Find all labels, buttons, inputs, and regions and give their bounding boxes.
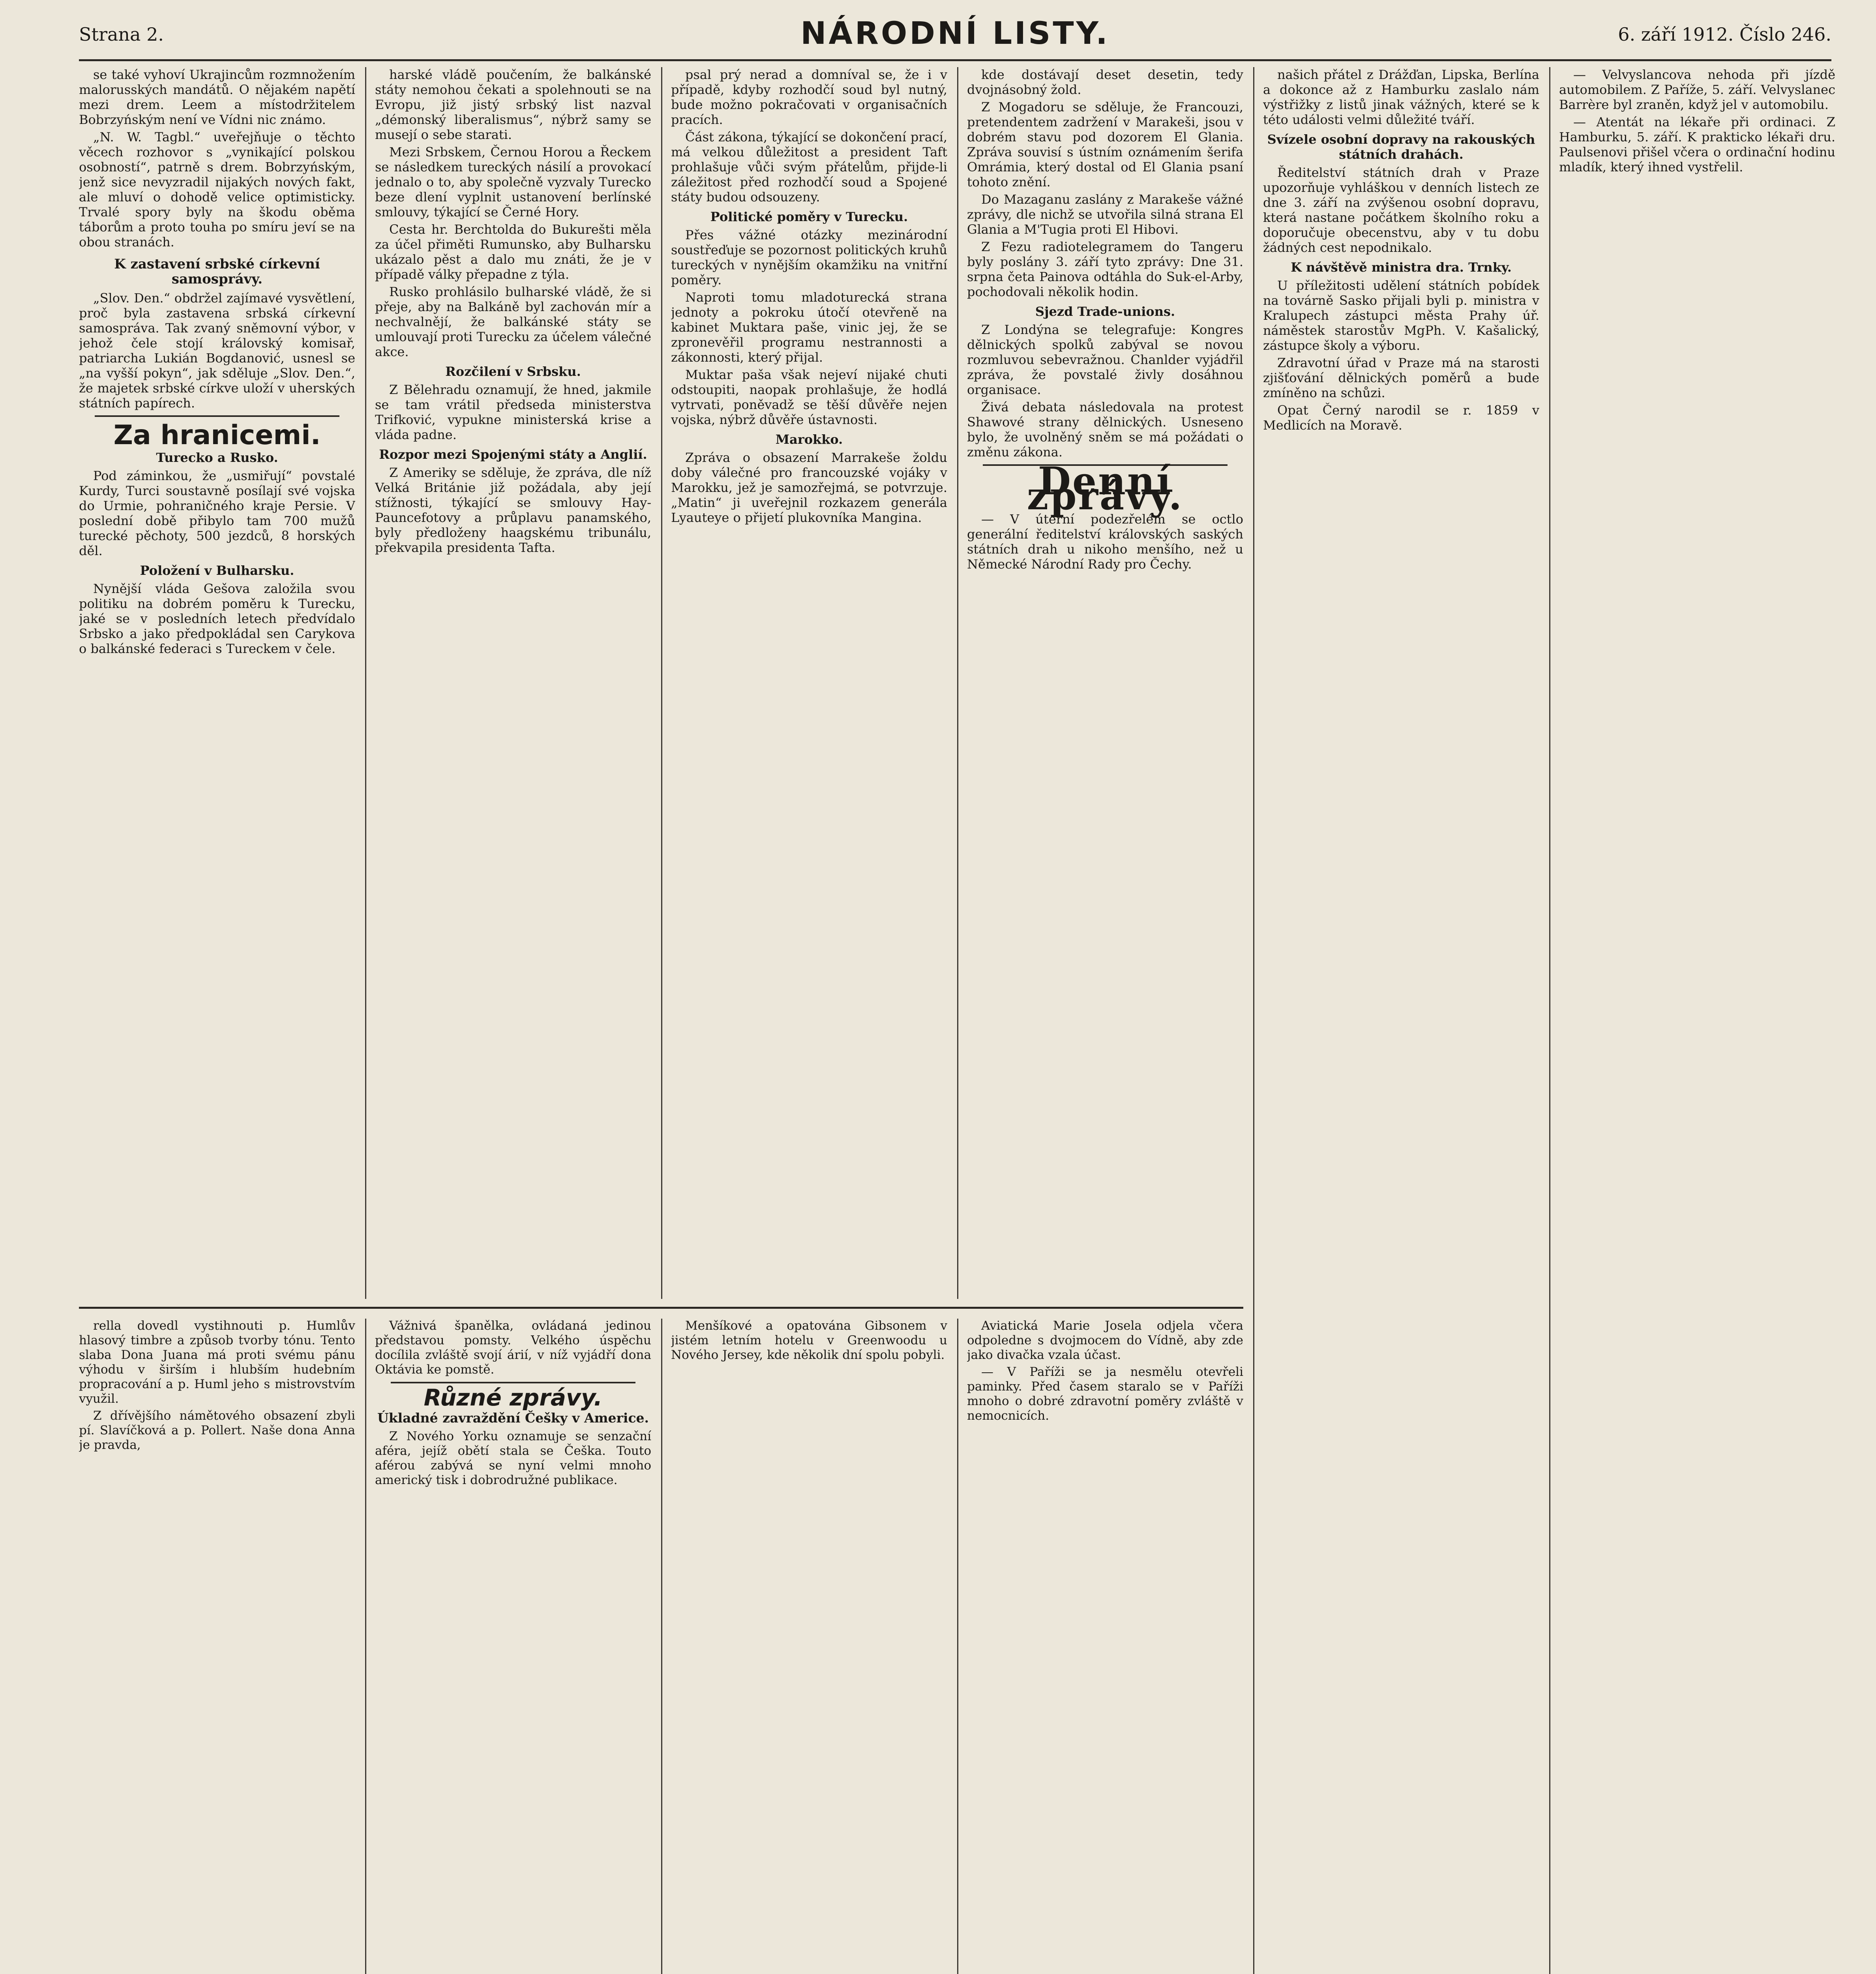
article-paragraph: Z Fezu radiotelegramem do Tangeru byly poslány 3. září tyto zprávy: Dne 31. srpna četa Painova odtáhla do Suk-el-Arby, pochodovali několik hodin. [967,239,1243,299]
article-paragraph: Menšíkové a opatována Gibsonem v jistém letním hotelu v Greenwoodu u Nového Jersey, kde několik dní spolu pobyli. [671,1319,947,1362]
article-paragraph: kde dostávají deset desetin, tedy dvojnásobný žold. [967,67,1243,97]
article-paragraph: Část zákona, týkající se dokončení prací, má velkou důležitost a president Taft prohlašuje vůči svým přátelům, přijde-li záležitost před rozhodčí soud a Spojené státy budou odsouzeny. [671,129,947,205]
article-paragraph: Rusko prohlásilo bulharské vládě, že si přeje, aby na Balkáně byl zachován mír a nechvalnějí, že balkánské státy se umlouvají proti Turecku za účelem válečné akce. [375,284,651,359]
article-heading: Svízele osobní dopravy na rakouských státních drahách. [1267,132,1535,162]
divider [95,415,339,417]
article-paragraph: se také vyhoví Ukrajincům rozmnožením malorusských mandátů. O nějakém napětí mezi drem. Leem a místodržitelem Bobrzyńským není ve Vídni nic známo. [79,67,355,127]
article-paragraph: harské vládě poučením, že balkánské státy nemohou čekati a spolehnouti se na Evropu, již jistý srbský list nazval „démonský liberalismus“, nýbrž samy se musejí o sebe starati. [375,67,651,142]
article-paragraph: našich přátel z Drážďan, Lipska, Berlína a dokonce až z Hamburku zaslalo nám výstřižky z listů jinak vážných, které se k této události velmi důležité tváří. [1263,67,1539,127]
article-paragraph: Z Londýna se telegrafuje: Kongres dělnických spolků zabýval se novou rozmluvou sebevražnou. Chanlder vyjádřil zpráva, že povstalé živly dosáhnou organisace. [967,322,1243,397]
article-paragraph: Do Mazaganu zaslány z Marakeše vážné zprávy, dle nichž se utvořila silná strana El Glania a M'Tugia proti El Hibovi. [967,192,1243,237]
column-divider [957,67,958,1299]
section-heading: Různé zprávy. [424,1384,603,1411]
section-heading: Za hranicemi. [113,420,321,451]
column-3 [671,67,947,1299]
feuilleton-column-3 [671,1319,947,1974]
column-divider [365,1319,366,1974]
article-paragraph: — V Paříži se ja nesmělu otevřeli paminky. Před časem staralo se v Paříži mnoho o dobré zdravotní poměry zvláště v nemocnicích. [967,1365,1243,1423]
column-1 [79,67,355,1299]
article-paragraph: Z Ameriky se sděluje, že zpráva, dle níž Velká Británie již požádala, aby její stížnosti, týkající se smlouvy Hay-Pauncefotovy a průplavu panamského, byly předloženy haagskému tribunálu, překvapila presidenta Tafta. [375,465,651,555]
article-heading: K zastavení srbské církevní samosprávy. [114,256,320,287]
column-divider [365,67,366,1299]
article-paragraph: Cesta hr. Berchtolda do Bukurešti měla za účel přiměti Rumunsko, aby Bulharsku ukázalo pěst a dalo mu znáti, že je v případě války přepadne z týla. [375,222,651,282]
article-paragraph: psal prý nerad a domníval se, že i v případě, kdyby rozhodčí soud byl nutný, bude možno pokračovati v organisačních pracích. [671,67,947,127]
article-heading: Sjezd Trade-unions. [1035,304,1175,319]
article-heading: K návštěvě ministra dra. Trnky. [1291,260,1512,275]
article-heading: Turecko a Rusko. [156,450,278,465]
column-6 [1559,67,1835,1974]
column-divider [1253,67,1254,1974]
feuilleton-column-2 [375,1319,651,1974]
masthead [79,16,1831,61]
article-paragraph: Muktar paša však nejeví nijaké chuti odstoupiti, naopak prohlašuje, že hodlá vytrvati, poněvadž se těší důvěře nejen vojska, nýbrž důvěře ústavnosti. [671,367,947,427]
article-paragraph: Zdravotní úřad v Praze má na starosti zjišťování dělnických poměrů a bude zmíněno na schůzi. [1263,355,1539,400]
article-paragraph: Mezi Srbskem, Černou Horou a Řeckem se následkem tureckých násilí a provokací jednalo o to, aby společně vyzvaly Turecko beze dlení vyplnit ustanovení berlínské smlouvy, týkající se Černé Hory. [375,144,651,220]
article-paragraph: Vážnivá španělka, ovládaná jedinou představou pomsty. Velkého úspěchu docílila zvláště svojí árií, v níž vyjádří dona Oktávia ke pomstě. [375,1319,651,1377]
article-paragraph: Opat Černý narodil se r. 1859 v Medlicích na Moravě. [1263,403,1539,433]
article-paragraph: Pod záminkou, že „usmiřují“ povstalé Kurdy, Turci soustavně posílají své vojska do Urmie, pohraničného kraje Persie. V poslední době přibylo tam 700 mužů turecké pěchoty, 500 jezdců, 8 horských děl. [79,468,355,558]
column-2 [375,67,651,1299]
column-divider [661,1319,662,1974]
article-heading: Rozčilení v Srbsku. [445,364,581,379]
article-paragraph: — Atentát na lékaře při ordinaci. Z Hamburku, 5. září. K prakticko lékaři dru. Paulsenovi přišel včera o ordinační hodinu mladík, který ihned vystřelil. [1559,114,1835,175]
article-paragraph: Ředitelství státních drah v Praze upozorňuje vyhláškou v denních listech ze dne 3. září na zvýšenou osobní dopravu, která nastane počátkem školního roku a doporučuje obecenstvu, aby v tu dobu žádných cest nepodnikalo. [1263,165,1539,255]
feuilleton-column-1 [79,1319,355,1974]
article-paragraph: Zpráva o obsazení Marrakeše žoldu doby válečné pro francouzské vojáky v Marokku, jež je samozřejmá, se potvrzuje. „Matin“ ji uveřejnil rozkazem generála Lyauteye o přijetí plukovníka Mangina. [671,450,947,525]
page-number: Strana 2. [79,24,164,45]
article-paragraph: — V úterní podezřelém se octlo generální ředitelství královských saských státních drah u nikoho menšího, než u Německé Národní Rady pro Čechy. [967,512,1243,572]
article-paragraph: „N. W. Tagbl.“ uveřejňuje o těchto věcech rozhovor s „vynikající polskou osobností“, patrně s drem. Bobrzyńským, jenž sice nevyzradil nijakých nových fakt, ale mluví o dohodě velice optimisticky. Trvalé spory byly na škodu oběma táborům a proto touha po smíru jeví se na obou stranách. [79,129,355,250]
article-heading: Rozpor mezi Spojenými státy a Anglií. [379,447,647,462]
article-paragraph: Z Mogadoru se sděluje, že Francouzi, pretendentem zadržení v Marakeši, jsou v dobrém stavu pod dozorem El Glania. Zpráva souvisí s ústním oznámením šerifa Omrámia, který dostal od El Glania psaní tohoto znění. [967,99,1243,190]
article-paragraph: Z Nového Yorku oznamuje se senzační aféra, jejíž obětí stala se Češka. Touto aférou zabývá se nyní velmi mnoho americký tisk i dobrodružné publikace. [375,1429,651,1487]
article-paragraph: Nynější vláda Gešova založila svou politiku na dobrém poměru k Turecku, jaké se v posledních letech předvídalo Srbsko a jako předpokládal sen Carykova o balkánské federaci s Tureckem v čele. [79,581,355,656]
column-divider [957,1319,958,1974]
column-divider [661,67,662,1299]
newspaper-title: NÁRODNÍ LISTY. [800,16,1110,51]
article-heading: Politické poměry v Turecku. [710,209,908,224]
article-paragraph: Z Bělehradu oznamují, že hned, jakmile se tam vrátil předseda ministerstva Trifković, vypukne ministerská krise a vláda padne. [375,382,651,442]
feuilleton-column-4 [967,1319,1243,1974]
article-paragraph: Živá debata následovala na protest Shawové strany dělnických. Usneseno bylo, že uvolněný sněm se má požádati o změnu zákona. [967,400,1243,460]
article-heading: Položení v Bulharsku. [140,563,294,578]
article-paragraph: „Slov. Den.“ obdržel zajímavé vysvětlení, proč byla zastavena srbská církevní samospráva. Tak zvaný sněmovní výbor, v jehož čele stojí královský komisař, patriarcha Lukián Bogdanović, usnesl se „na vyšší pokyn“, jak sděluje „Slov. Den.“, že majetek srbské církve uloží v uherských státních papírech. [79,291,355,411]
section-heading: Denní zprávy. [1027,459,1184,518]
article-paragraph: Z dřívějšího námětového obsazení zbyli pí. Slavíčková a p. Pollert. Naše dona Anna je pravda, [79,1409,355,1452]
issue-date: 6. září 1912. Číslo 246. [1618,24,1831,45]
divider [391,1382,635,1383]
article-paragraph: U příležitosti udělení státních pobídek na továrně Sasko přijali byli p. ministra v Kralupech zástupci města Prahy úř. náměstek starostův MgPh. V. Kašalický, zástupce školy a výboru. [1263,278,1539,353]
article-paragraph: Přes vážné otázky mezinárodní soustřeďuje se pozornost politických kruhů tureckých v nynějším okamžiku na vnitřní poměry. [671,227,947,287]
feuilleton-separator [79,1307,1243,1309]
article-paragraph: Naproti tomu mladoturecká strana jednoty a pokroku útočí otevřeně na kabinet Muktara paše, vinic jej, že se zpronevěřil programu nestrannosti a zákonnosti, který přijal. [671,290,947,365]
column-divider [1549,67,1550,1974]
article-heading: Marokko. [775,432,843,447]
article-paragraph: Aviatická Marie Josela odjela včera odpoledne s dvojmocem do Vídně, aby zde jako divačka vzala účast. [967,1319,1243,1362]
article-paragraph: rella dovedl vystihnouti p. Humlův hlasový timbre a způsob tvorby tónu. Tento slaba Dona Juana má proti svému pánu výhodu v širším i hlubším hudebním propracování a p. Huml jeho s mistrovstvím využil. [79,1319,355,1406]
article-heading: Úkladné zavraždění Češky v Americe. [377,1410,649,1426]
column-4 [967,67,1243,1346]
article-paragraph: — Velvyslancova nehoda při jízdě automobilem. Z Paříže, 5. září. Velvyslanec Barrère byl zraněn, když jel v automobilu. [1559,67,1835,112]
